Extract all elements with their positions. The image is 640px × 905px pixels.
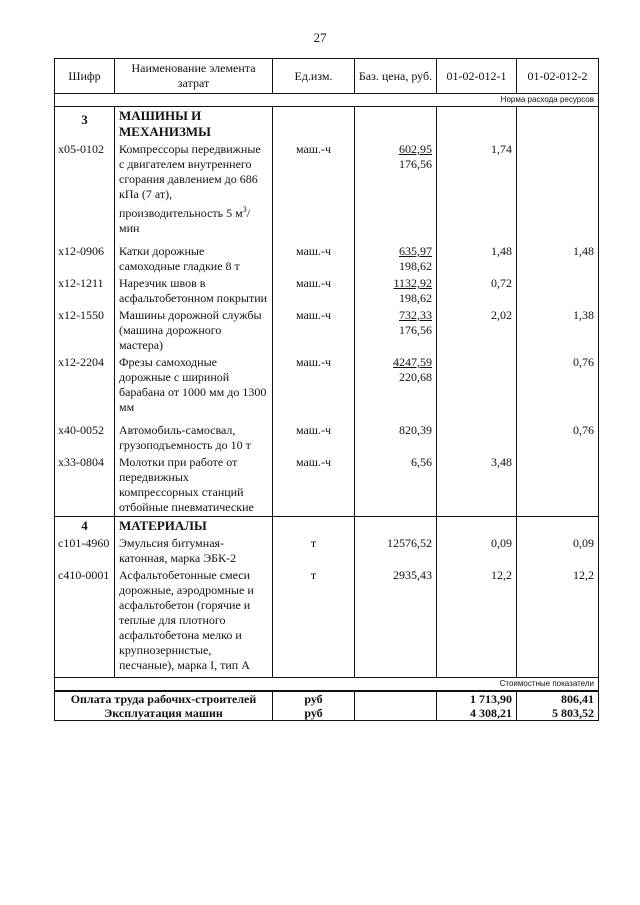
section-3-title-row: [55, 107, 599, 142]
header-col-2: 01-02-012-2: [517, 59, 599, 94]
table-row: [55, 243, 599, 275]
resource-code: x33-0804: [55, 454, 115, 517]
resource-code: x05-0102: [55, 141, 115, 237]
table-row: [55, 567, 599, 678]
summary-value-2: 5 803,52: [517, 706, 599, 721]
resource-name: Эмульсия битумная-катонная, марка ЭБК-2: [115, 535, 273, 567]
summary-row: [55, 691, 599, 706]
resource-name: Асфальтобетонные смеси дорожные, аэродромные и асфальтобетон (горячие и теплые для плотного асфальтобетона мелко и крупнозернистые, песчаные), марка I, тип А: [115, 567, 273, 678]
resource-norms-table: [54, 58, 599, 721]
resource-name: Катки дорожные самоходные гладкие 8 т: [115, 243, 273, 275]
norm-value-2: 1,38: [517, 307, 599, 354]
resource-unit: маш.-ч: [273, 141, 355, 237]
resource-price: 635,97 198,62: [355, 243, 437, 275]
table-row: [55, 354, 599, 416]
header-code: Шифр: [55, 59, 115, 94]
subheader-rates-row: [55, 94, 599, 107]
resource-price: 4247,59 220,68: [355, 354, 437, 416]
norm-value-2: 0,76: [517, 422, 599, 454]
subheader-costs-row: [55, 678, 599, 692]
resource-name: Машины дорожной службы (машина дорожного мастера): [115, 307, 273, 354]
resource-name: Автомобиль-самосвал, грузоподъемность до 10 т: [115, 422, 273, 454]
norm-value-2: 0,76: [517, 354, 599, 416]
resource-unit: маш.-ч: [273, 307, 355, 354]
norm-value-1: 0,09: [437, 535, 517, 567]
norm-value-1: 1,48: [437, 243, 517, 275]
header-name: Наименование элемента затрат: [115, 59, 273, 94]
norm-value-1: 1,74: [437, 141, 517, 237]
header-col-1: 01-02-012-1: [437, 59, 517, 94]
header-price: Баз. цена, руб.: [355, 59, 437, 94]
norm-value-1: [437, 354, 517, 416]
resource-code: x40-0052: [55, 422, 115, 454]
summary-value-1: 4 308,21: [437, 706, 517, 721]
resource-price: 732,33 176,56: [355, 307, 437, 354]
subheader-costs: Стоимостные показатели: [55, 678, 599, 692]
resource-price: 6,56: [355, 454, 437, 517]
section-title: МАШИНЫ И МЕХАНИЗМЫ: [115, 107, 273, 142]
subheader-rates: Норма расхода ресурсов: [55, 94, 599, 107]
page-number: 27: [313, 30, 327, 45]
norm-value-1: 12,2: [437, 567, 517, 678]
norm-value-2: [517, 275, 599, 307]
resource-unit: т: [273, 535, 355, 567]
resource-price: 2935,43: [355, 567, 437, 678]
resource-unit: маш.-ч: [273, 275, 355, 307]
table-row: [55, 454, 599, 517]
resource-price: 602,95 176,56: [355, 141, 437, 237]
summary-unit: руб: [273, 691, 355, 706]
resource-price: 820,39: [355, 422, 437, 454]
table-header-row: [55, 59, 599, 94]
resource-unit: маш.-ч: [273, 454, 355, 517]
norm-value-1: 2,02: [437, 307, 517, 354]
summary-label: Эксплуатация машин: [55, 706, 273, 721]
resource-unit: маш.-ч: [273, 422, 355, 454]
section-number: 3: [55, 107, 115, 142]
table-row: [55, 141, 599, 237]
resource-unit: т: [273, 567, 355, 678]
section-4-title-row: [55, 517, 599, 536]
norm-value-2: 1,48: [517, 243, 599, 275]
table-row: [55, 307, 599, 354]
resource-code: x12-1211: [55, 275, 115, 307]
norm-value-2: 12,2: [517, 567, 599, 678]
header-unit: Ед.изм.: [273, 59, 355, 94]
resource-price: 1132,92 198,62: [355, 275, 437, 307]
resource-code: x12-1550: [55, 307, 115, 354]
table-row: [55, 535, 599, 567]
resource-code: x12-0906: [55, 243, 115, 275]
norm-value-2: 0,09: [517, 535, 599, 567]
section-title: МАТЕРИАЛЫ: [115, 517, 273, 536]
resource-name: Нарезчик швов в асфальтобетонном покрытии: [115, 275, 273, 307]
table-row: [55, 275, 599, 307]
resource-name: Компрессоры передвижные с двигателем внутреннего сгорания давлением до 686 кПа (7 ат), производительность 5 $м^3$/мин: [115, 141, 273, 237]
resource-name: Фрезы самоходные дорожные с шириной барабана от 1000 мм до 1300 мм: [115, 354, 273, 416]
resource-code: c101-4960: [55, 535, 115, 567]
summary-row: [55, 706, 599, 721]
summary-value-1: 1 713,90: [437, 691, 517, 706]
summary-unit: руб: [273, 706, 355, 721]
norm-value-1: [437, 422, 517, 454]
norm-value-1: 3,48: [437, 454, 517, 517]
resource-unit: маш.-ч: [273, 354, 355, 416]
norm-value-2: [517, 454, 599, 517]
resource-price: 12576,52: [355, 535, 437, 567]
resource-name: Молотки при работе от передвижных компрессорных станций отбойные пневматические: [115, 454, 273, 517]
resource-code: x12-2204: [55, 354, 115, 416]
resource-code: c410-0001: [55, 567, 115, 678]
summary-label: Оплата труда рабочих-строителей: [55, 691, 273, 706]
norm-value-2: [517, 141, 599, 237]
section-number: 4: [55, 517, 115, 536]
resource-unit: маш.-ч: [273, 243, 355, 275]
summary-value-2: 806,41: [517, 691, 599, 706]
norm-value-1: 0,72: [437, 275, 517, 307]
table-row: [55, 422, 599, 454]
